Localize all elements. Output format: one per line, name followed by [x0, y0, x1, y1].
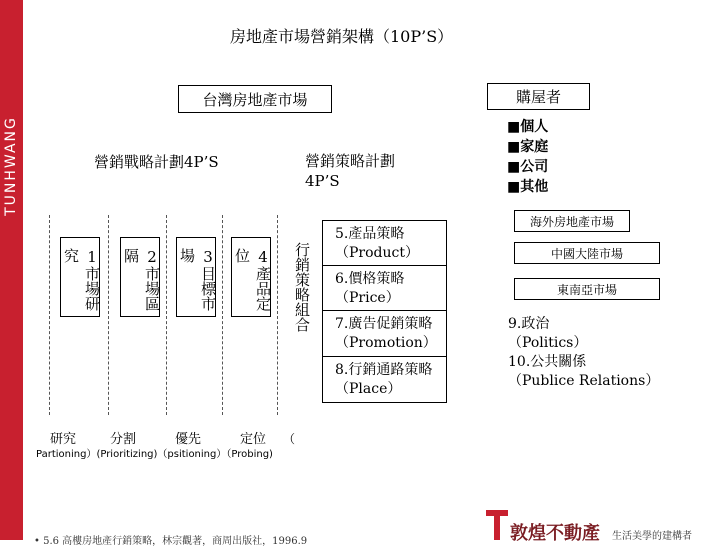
tactic-line1: 6.價格策略 [335, 271, 405, 287]
dashed-line [166, 215, 167, 415]
strategy-column-box [120, 237, 160, 317]
tactic-plan-heading [305, 151, 395, 191]
dashed-line [108, 215, 109, 415]
tactic-item [323, 311, 446, 357]
strategy-column-box [60, 237, 100, 317]
tactics-box [322, 220, 447, 403]
company-slogan: 生活美學的建構者 [612, 531, 692, 542]
strategy-column-label: 3目標市場 [178, 248, 217, 311]
dashed-line [49, 215, 50, 415]
sea-market-box [514, 278, 660, 300]
bottom-label-research: 研究 [50, 432, 77, 447]
tactic-mix-vertical: 行銷策略組合 [293, 242, 311, 332]
tactic-plan-line1: 營銷策略計劃 [305, 152, 396, 170]
buyer-item: ■其他 [507, 179, 549, 195]
china-market-label: 中國大陸市場 [550, 246, 623, 261]
tactic-item [323, 266, 446, 311]
bottom-label-position: 定位 [240, 432, 267, 447]
tactic-item [323, 357, 446, 404]
overseas-market-label: 海外房地產市場 [529, 214, 614, 229]
tactic-plan-line2: 4P’S [305, 172, 340, 190]
strategy-column-label: 1市場研究 [62, 248, 101, 311]
pr-line2: （Publice Relations） [508, 373, 660, 389]
buyer-box [487, 83, 590, 110]
bottom-label-english: Partioning）(Prioritizing)（psitioning）（Probing) [36, 449, 273, 460]
buyer-item: ■家庭 [507, 139, 549, 155]
politics-line1: 9.政治 [508, 316, 550, 332]
overseas-market-box [514, 210, 630, 232]
taiwan-market-box [178, 85, 332, 113]
brand-vertical-text: TUNHWANG [3, 116, 19, 216]
tactic-line2: （Price） [335, 290, 400, 306]
buyer-item: ■公司 [507, 159, 549, 175]
tactic-line2: （Product） [335, 245, 419, 261]
sea-market-label: 東南亞市場 [556, 282, 617, 297]
buyer-item: ■個人 [507, 119, 549, 135]
page-title: 房地產市場營銷架構（10P’S） [230, 27, 454, 46]
footer-source: • 5.6 高樓房地產行銷策略，林宗觀著，商周出版社，1996.9 [34, 536, 308, 547]
buyer-label: 購屋者 [515, 88, 561, 106]
strategy-column-box [176, 237, 216, 317]
dashed-line [222, 215, 223, 415]
bottom-label-paren: （ [283, 432, 296, 446]
brand-bar [0, 0, 23, 540]
pr-line1: 10.公共關係 [508, 354, 587, 370]
bottom-label-partition: 分割 [110, 432, 137, 447]
tactic-line1: 7.廣告促銷策略 [335, 316, 433, 332]
strategy-plan-heading: 營銷戰略計劃4P’S [94, 153, 219, 171]
extra-ps-text [508, 315, 659, 391]
tactic-line2: （Promotion） [335, 335, 437, 351]
company-name: 敦煌不動產 [510, 523, 600, 544]
company-logo-icon [486, 510, 508, 540]
bottom-label-priority: 優先 [175, 432, 202, 447]
tactic-line1: 8.行銷通路策略 [335, 362, 433, 378]
tactic-item [323, 221, 446, 266]
strategy-column-label: 2市場區隔 [122, 248, 161, 311]
tactic-line2: （Place） [335, 381, 402, 397]
taiwan-market-label: 台灣房地產市場 [202, 90, 308, 109]
china-market-box [514, 242, 660, 264]
politics-line2: （Politics） [508, 335, 588, 351]
strategy-column-label: 4產品定位 [233, 248, 272, 311]
buyer-list [507, 117, 548, 197]
tactic-line1: 5.產品策略 [335, 226, 405, 242]
dashed-line [277, 215, 278, 415]
strategy-column-box [231, 237, 271, 317]
